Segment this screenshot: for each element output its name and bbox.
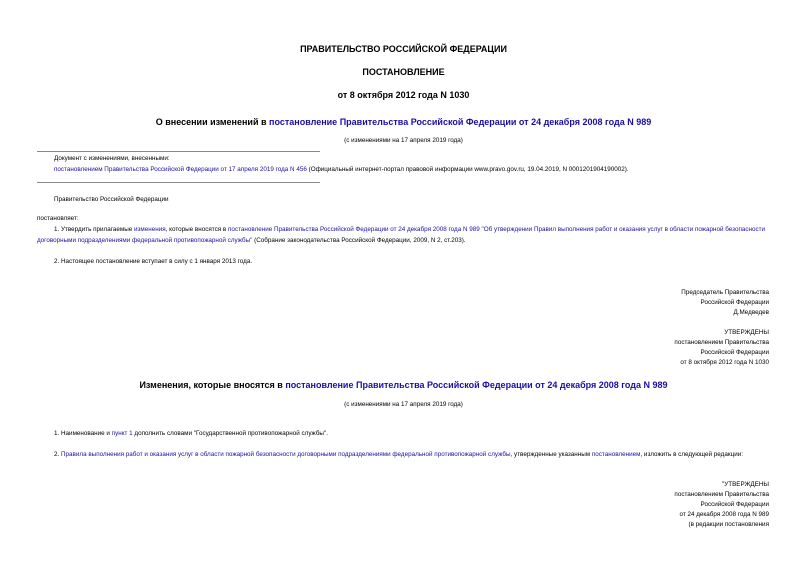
quoted-approved-revision: (в редакции постановления <box>688 521 769 528</box>
changes-heading-prefix: Изменения, которые вносятся в <box>139 380 286 390</box>
item1-text-1: 1. Утвердить прилагаемые <box>54 226 134 233</box>
note-bottom-divider <box>37 182 320 183</box>
changes-note-label: Документ с изменениями, внесенными: <box>54 155 170 162</box>
changes-item-2 <box>37 450 772 461</box>
quoted-approved-date: от 24 декабря 2008 года N 989 <box>679 511 769 518</box>
quoted-approved-label: "УТВЕРЖДЕНЫ <box>721 481 769 488</box>
changes-item-1 <box>54 430 328 437</box>
title-prefix: О внесении изменений в <box>155 117 270 127</box>
title-link[interactable]: постановление Правительства Российской Федерации от 24 декабря 2008 года N 989 <box>269 117 652 127</box>
body-item-1 <box>37 225 772 246</box>
document-title <box>0 117 807 127</box>
changes-note-line <box>54 166 629 173</box>
item1-resolution-link[interactable]: постановление Правительства Российской Федерации от 24 декабря 2008 года N 989 "Об утверждении Правил выполнения работ и оказания услуг в области пожарной безопасности договорными подразделениями федеральной противопожарной службы" <box>37 226 766 244</box>
changes-item1-text-1: 1. Наименование и <box>54 430 112 437</box>
signature-name: Д.Медведев <box>733 309 769 316</box>
changes-item2-text-1: 2. <box>54 451 62 458</box>
signature-position: Председатель Правительства <box>681 289 769 296</box>
quoted-approved-country: Российской Федерации <box>700 501 769 508</box>
document-type: ПОСТАНОВЛЕНИЕ <box>362 67 445 77</box>
government-line: Правительство Российской Федерации <box>54 196 169 203</box>
item1-text-3: (Собрание законодательства Российской Федерации, 2009, N 2, ст.203). <box>252 236 466 244</box>
signature-country: Российской Федерации <box>700 299 769 306</box>
changes-heading-link[interactable]: постановление Правительства Российской Федерации от 24 декабря 2008 года N 989 <box>285 380 668 390</box>
changes-item1-link[interactable]: пункт 1 <box>111 430 133 437</box>
approved-country: Российской Федерации <box>700 349 769 356</box>
changes-revision: (с изменениями на 17 апреля 2019 года) <box>344 401 463 408</box>
government-heading: ПРАВИТЕЛЬСТВО РОССИЙСКОЙ ФЕДЕРАЦИИ <box>300 44 507 54</box>
approved-by: постановлением Правительства <box>674 339 769 346</box>
title-revision: (с изменениями на 17 апреля 2019 года) <box>344 137 463 144</box>
approved-label: УТВЕРЖДЕНЫ <box>724 329 769 336</box>
approved-date: от 8 октября 2012 года N 1030 <box>680 359 769 366</box>
changes-item2-rules-link[interactable]: Правила выполнения работ и оказания услуг в области пожарной безопасности договорными подразделениями федеральной противопожарной службы <box>61 451 511 458</box>
item1-changes-link[interactable]: изменения <box>134 226 166 233</box>
item1-text-2: , которые вносятся в <box>165 226 229 233</box>
quoted-approved-by: постановлением Правительства <box>674 491 769 498</box>
body-item-2: 2. Настоящее постановление вступает в силу с 1 января 2013 года. <box>54 258 253 265</box>
changes-note-source: (Официальный интернет-портал правовой информации www.pravo.gov.ru, 19.04.2019, N 0001201904190002). <box>306 166 629 173</box>
changes-item1-text-2: дополнить словами "Государственной противопожарной службы". <box>132 430 328 437</box>
changes-heading <box>0 380 807 390</box>
changes-item2-text-3: , изложить в следующей редакции: <box>640 451 743 458</box>
changes-note-link[interactable]: постановлением Правительства Российской Федерации от 17 апреля 2019 года N 456 <box>54 166 307 173</box>
note-top-divider <box>37 151 320 152</box>
document-date: от 8 октября 2012 года N 1030 <box>337 90 470 100</box>
decides-line: постановляет: <box>37 215 79 222</box>
changes-item2-resolution-link[interactable]: постановлением <box>591 451 641 458</box>
changes-item2-text-2: , утвержденные указанным <box>510 451 592 458</box>
